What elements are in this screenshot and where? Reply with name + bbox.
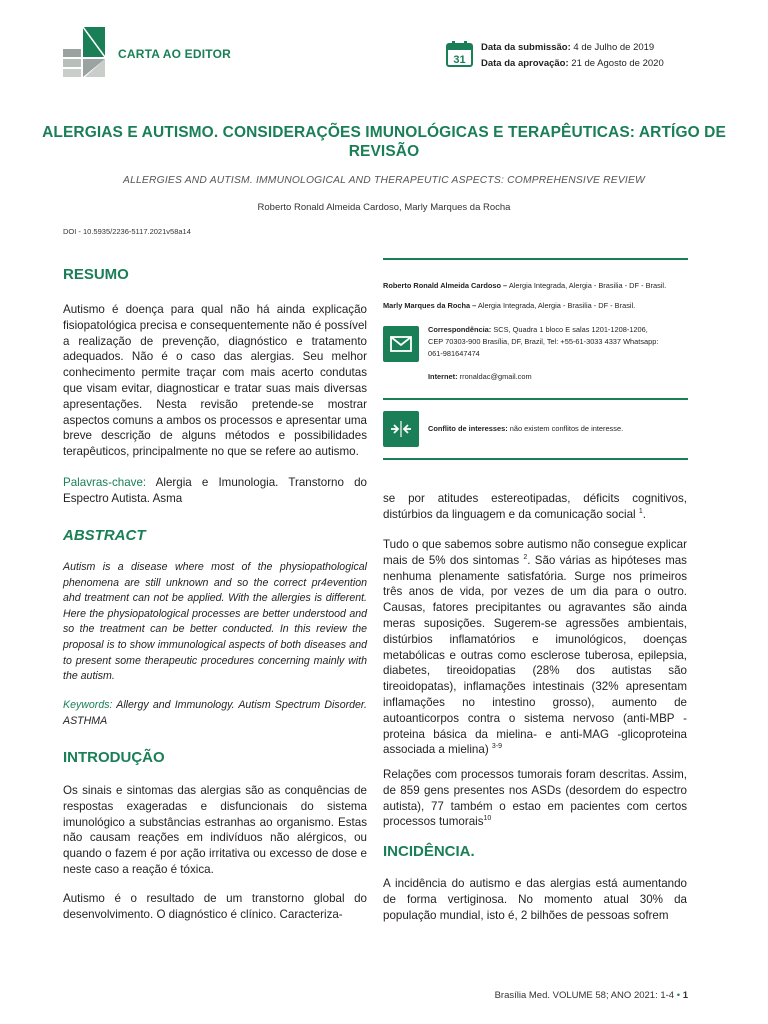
envelope-icon: [383, 326, 419, 362]
ref-3-9: 3-9: [491, 743, 503, 751]
conflict-arrows-icon: [383, 411, 419, 447]
correspondence: [428, 324, 690, 361]
author2-affiliation: [383, 301, 688, 310]
author2-name: Marly Marques da Rocha –: [383, 301, 477, 310]
conflict-label: Conflito de interesses:: [428, 424, 508, 433]
footer-bullet: •: [676, 990, 681, 1001]
footer-page-number: 1: [682, 990, 688, 1001]
internet: [428, 371, 690, 383]
right-p2-text-a: Tudo o que sabemos sobre autismo não consegue explicar mais de 5% dos sintomas: [383, 538, 687, 567]
section-label: CARTA AO EDITOR: [118, 47, 231, 61]
internet-label: Internet:: [428, 372, 458, 381]
journal-logo-icon: [63, 27, 105, 77]
resumo-keywords-label: Palavras-chave:: [63, 476, 147, 489]
right-p2-text-b: . São várias as hipóteses mas nenhuma plenamente satisfatória. Surge nos primeiros três anos de vida, por vezes de um dia para o outro. Causas, fatores precipitantes ou agravantes são ainda meras suposições. Sugerem-se agressões ambientais, distúrbios inflamatórios e imunológicos, doenças metabólicas e outras como esclerose tuberosa, epilepsia, diabetes, tireoidopatias (28% dos autistas são tireoidopatas), inflamações intestinais (32% apresentam inflamações no intestino grosso), aumento de autoanticorpos contra o sistema nervoso (anti-MBP -proteina básica da mielina- e anti-MAG -glicoproteina associada a mielina): [383, 553, 687, 757]
doi[interactable]: DOI - 10.5935/2236-5117.2021v58a14: [63, 227, 191, 236]
calendar-day: 31: [453, 54, 466, 66]
ref-1: 1: [638, 507, 643, 515]
resumo-keywords: [63, 475, 367, 507]
resumo-heading: RESUMO: [63, 266, 129, 283]
resumo-text: Autismo é doença para qual não há ainda explicação fisiopatológica precisa e consequentemente não é possível a realização de prevenção, diagnóstico e tratamento adequados. Não é o caso das alergias. Seu melhor conhecimento permite traçar com mais acerto condutas que visam evitar, diagnosticar e tratar suas mais diversas apresentações. Nesta revisão pretende-se mostrar aspectos comuns a ambos os processos e apresentar uma breve descrição de alguns métodos e possibilidades terapêuticos, principalmente no que se refere ao autismo.: [63, 303, 367, 459]
ref-10: 10: [483, 815, 492, 823]
info-rule-bottom: [383, 458, 688, 460]
corr-label: Correspondência:: [428, 325, 492, 334]
author1-affiliation: [383, 281, 688, 290]
dates-block: [481, 40, 664, 71]
introducao-p1: Os sinais e sintomas das alergias são as conquências de respostas exageradas e disfuncionais do sistema imunológico a substâncias estranhas ao organismo. Estas não causam reações em indivíduos não alérgicos, ou quando o fazem é por ação irritativa ou excesso de dose e neste caso a reação é tóxica.: [63, 784, 367, 876]
internet-email[interactable]: rronaldac@gmail.com: [459, 372, 532, 381]
submission-label: Data da submissão:: [481, 42, 571, 53]
approval-date: 21 de Agosto de 2020: [571, 57, 664, 69]
info-rule-middle: [383, 398, 688, 400]
introducao-heading: INTRODUÇÃO: [63, 749, 165, 766]
right-p1-text: se por atitudes estereotipadas, déficits cognitivos, distúrbios da linguagem e da comunicação social: [383, 492, 687, 521]
introducao-p2: Autismo é o resultado de um transtorno global do desenvolvimento. O diagnóstico é clínico. Caracteriza-: [63, 892, 367, 921]
info-rule-top: [383, 258, 688, 260]
abstract-keywords-label: Keywords:: [63, 699, 113, 711]
calendar-icon: [446, 40, 473, 67]
abstract-text: Autism is a disease where most of the physiopathological phenomena are still unknown and so the correct pr4evention ahd treatment can not be applied. With the allergies is different. Here the physiopatological processes are better understood and so the treatment can be better conducted. In this review the proposal is to show immunological aspects of both diseases and to present some therapeutic procedures concerning mainly with the autism.: [63, 561, 367, 683]
article-authors: Roberto Ronald Almeida Cardoso, Marly Marques da Rocha: [257, 202, 511, 213]
submission-date: 4 de Julho de 2019: [573, 42, 655, 53]
corr-line2: CEP 70303-900 Brasília, DF, Brazil, Tel: +55-61-3033 4337 Whatsapp:: [428, 337, 659, 347]
right-p4: A incidência do autismo e das alergias está aumentando de forma vertiginosa. No momento atual 30% da população mundial, isto é, 2 bilhões de pessoas sofrem: [383, 877, 687, 922]
right-p3-text: Relações com processos tumorais foram descritas. Assim, de 859 gens presentes nos ASDs (desordem do espectro autista), 77 também o estao em pacientes com certos processos tumorais: [383, 768, 687, 829]
incidencia-heading: INCIDÊNCIA.: [383, 843, 475, 860]
right-p3: [383, 767, 687, 830]
abstract-keywords: [63, 698, 367, 729]
abstract-heading: ABSTRACT: [63, 527, 146, 544]
page-footer: [400, 990, 688, 1001]
right-p1-end: .: [642, 507, 647, 521]
conflict-of-interest: [428, 423, 690, 435]
approval-label: Data da aprovação:: [481, 57, 569, 69]
article-title: ALERGIAS E AUTISMO. CONSIDERAÇÕES IMUNOLÓGICAS E TERAPÊUTICAS: ARTÍGO DE REVISÃO: [42, 124, 726, 160]
author1-aff-text: Alergia Integrada, Alergia - Brasilia - DF - Brasil.: [508, 281, 667, 290]
author2-aff-text: Alergia Integrada, Alergia - Brasilia - DF - Brasil.: [477, 301, 636, 310]
ref-2: 2: [523, 553, 528, 561]
right-p1: [383, 491, 687, 523]
corr-line1: SCS, Quadra 1 bloco E salas 1201-1208-1206,: [493, 325, 648, 334]
abstract-keywords-value: Allergy and Immunology. Autism Spectrum Disorder. ASTHMA: [63, 699, 367, 727]
resumo-keywords-value: Alergia e Imunologia. Transtorno do Espectro Autista. Asma: [63, 476, 367, 505]
footer-journal: Brasília Med. VOLUME 58; ANO 2021: 1-4: [494, 990, 675, 1001]
article-subtitle: ALLERGIES AND AUTISM. IMMUNOLOGICAL AND THERAPEUTIC ASPECTS: COMPREHENSIVE REVIEW: [123, 175, 645, 186]
conflict-value: não existem conflitos de interesse.: [509, 424, 624, 433]
author1-name: Roberto Ronald Almeida Cardoso –: [383, 281, 508, 290]
right-p2: [383, 537, 687, 758]
corr-line3: 061-981647474: [428, 349, 480, 359]
